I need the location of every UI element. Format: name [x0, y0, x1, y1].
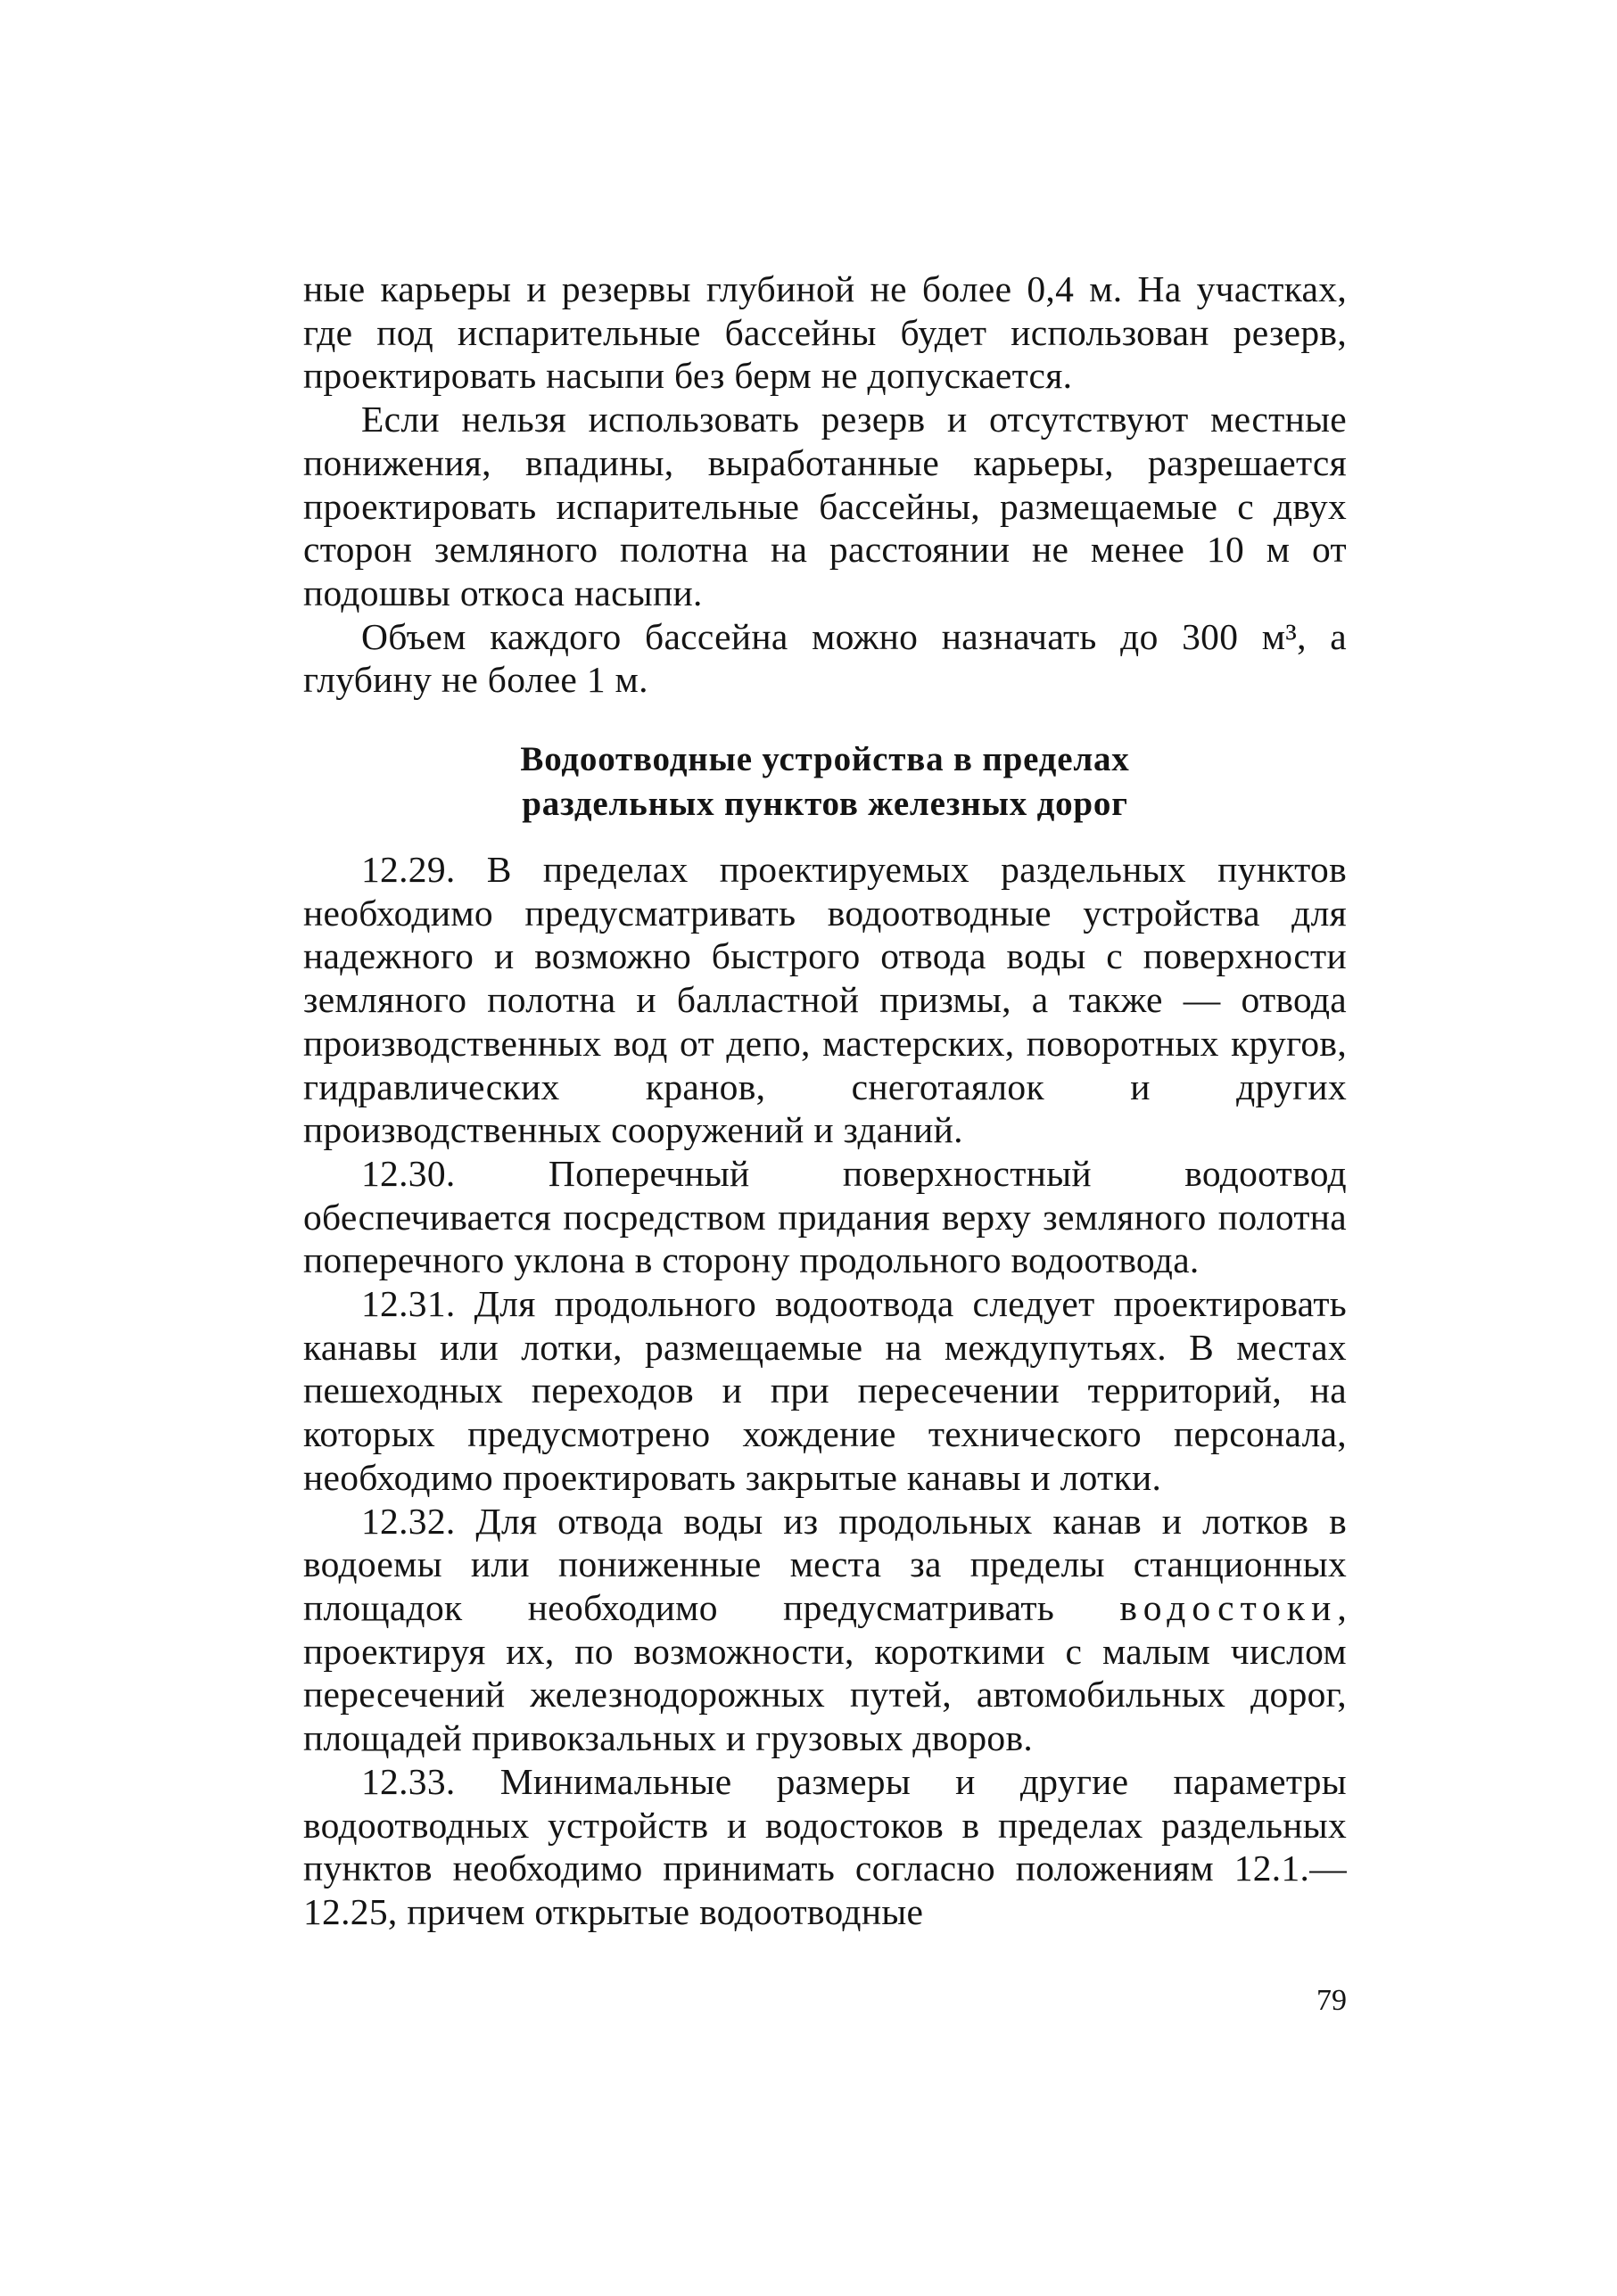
clause-number: 12.32. — [361, 1500, 456, 1542]
page-number: 79 — [1316, 1984, 1347, 2017]
paragraph-basin-volume: Объем каждого бассейна можно назначать до 300 м³, а глубину не более 1 м. — [303, 615, 1347, 701]
clause-12-31 — [303, 1282, 1347, 1500]
section-heading-line-2: раздельных пунктов железных дорог — [522, 785, 1128, 824]
clause-12-29 — [303, 848, 1347, 1152]
clause-number: 12.29. — [361, 849, 456, 891]
clause-text: В пределах проектируемых раздельных пунктов необходимо предусматривать водоотводные устройства для надежного и возможно быстрого отвода воды с поверхности земляного полотна и балластной призмы, а также — отвода производственных вод от депо, мастерских, поворотных кругов, гидравлических кранов, снеготаялок и других производственных сооружений и зданий. — [303, 849, 1347, 1151]
clause-12-30 — [303, 1152, 1347, 1282]
document-page — [303, 267, 1347, 1934]
section-heading-line-1: Водоотводные устройства в пределах — [520, 740, 1130, 779]
paragraph-evaporation-basins: Если нельзя использовать резерв и отсутствуют местные понижения, впадины, выработанные карьеры, разрешается проектировать испарительные бассейны, размещаемые с двух сторон земляного полотна на расстоянии не менее 10 м от подошвы откоса насыпи. — [303, 399, 1347, 613]
clause-number: 12.33. — [361, 1760, 456, 1802]
clause-text-before: Для отвода воды из продольных канав и лотков в водоемы или пониженные места за пределы станционных площадок необходимо предусматривать — [303, 1500, 1347, 1628]
clause-text-after: , проектируя их, по возможности, короткими с малым числом пересечений железнодорожных путей, автомобильных дорог, площадей привокзальных и грузовых дворов. — [303, 1586, 1347, 1759]
spaced-term: водостоки — [1119, 1586, 1338, 1628]
paragraph-continuation: ные карьеры и резервы глубиной не более 0,4 м. На участках, где под испарительные бассейны будет использован резерв, проектировать насыпи без берм не допускается. — [303, 268, 1347, 397]
clause-text: Поперечный поверхностный водоотвод обеспечивается посредством придания верху земляного полотна поперечного уклона в сторону продольного водоотвода. — [303, 1152, 1347, 1281]
clause-number: 12.30. — [361, 1152, 456, 1194]
clause-text: Для продольного водоотвода следует проектировать канавы или лотки, размещаемые на междупутьях. В местах пешеходных переходов и при пересечении территорий, на которых предусмотрено хождение технического персонала, необходимо проектировать закрытые канавы и лотки. — [303, 1283, 1347, 1498]
section-heading — [303, 737, 1347, 827]
clause-12-33 — [303, 1760, 1347, 1934]
clause-text: Минимальные размеры и другие параметры водоотводных устройств и водостоков в пределах раздельных пунктов необходимо принимать согласно положениям 12.1.—12.25, причем открытые водоотводные — [303, 1760, 1347, 1932]
clause-number: 12.31. — [361, 1283, 456, 1325]
clause-12-32 — [303, 1500, 1347, 1760]
